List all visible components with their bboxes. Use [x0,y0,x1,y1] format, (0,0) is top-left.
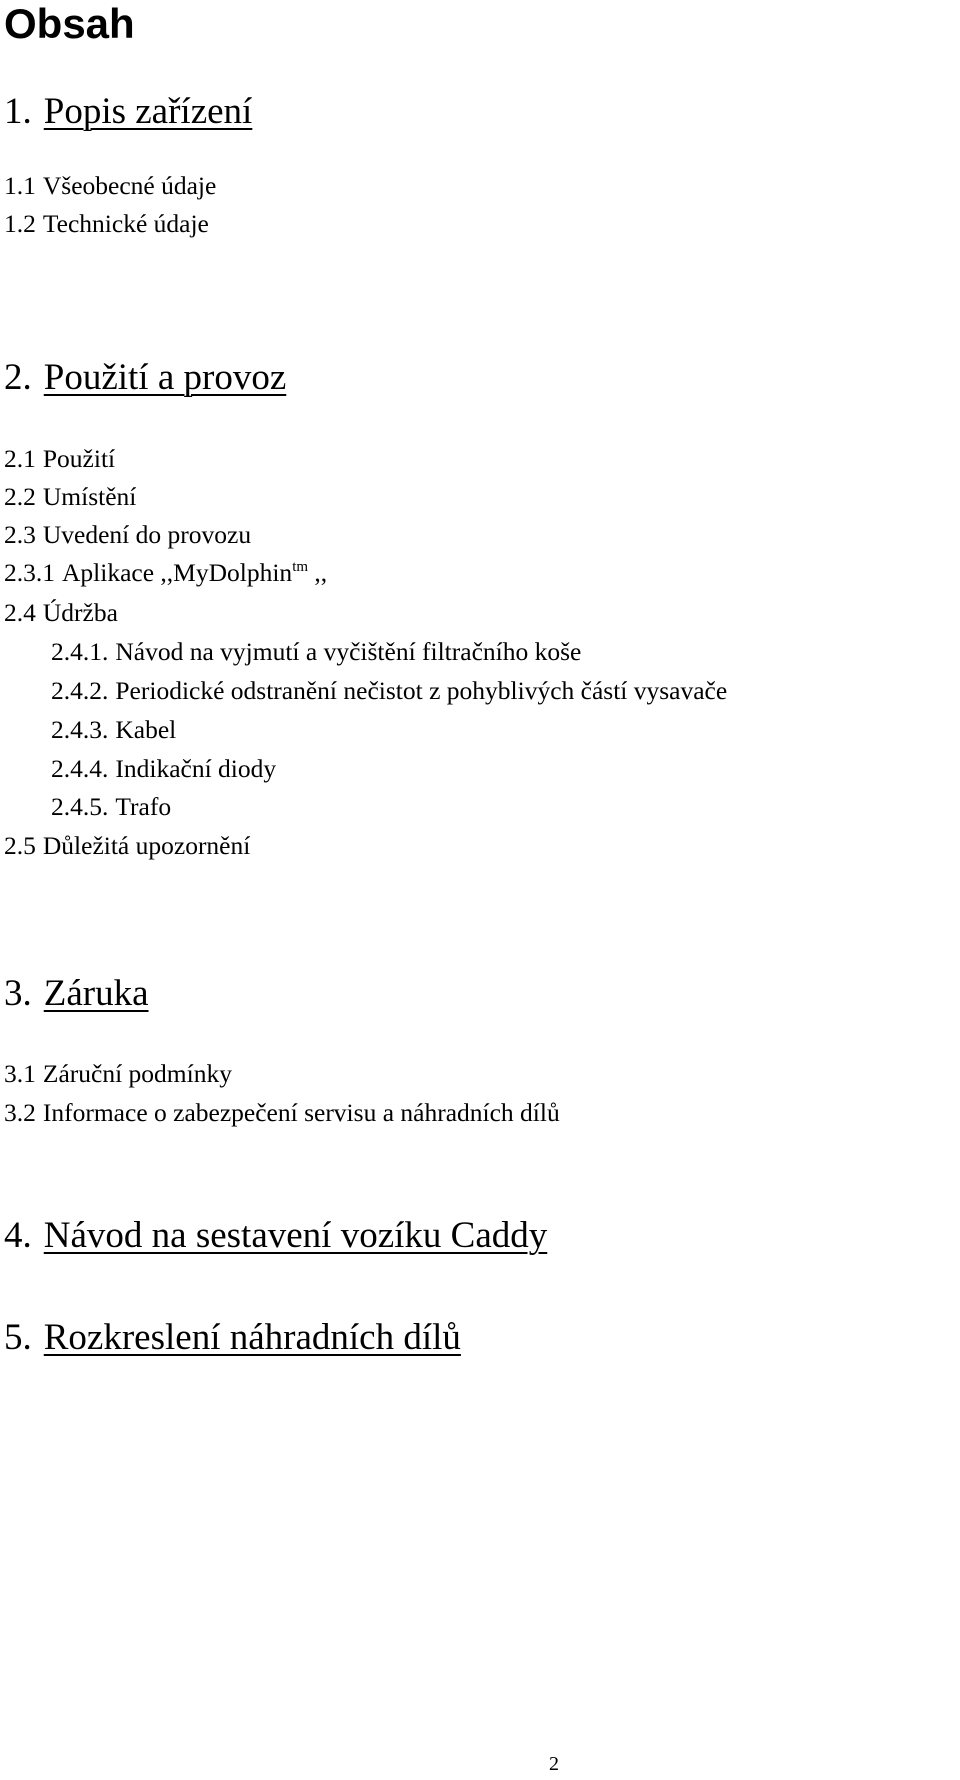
toc-entry-title: Důležitá upozornění [42,831,251,860]
toc-chapter-number: 4. [4,1215,32,1256]
toc-entry-2-4[interactable] [4,597,118,629]
toc-entry-title: Technické údaje [42,209,209,238]
toc-entry-title: Záruční podmínky [42,1059,232,1088]
toc-chapter-title: Rozkreslení náhradních dílů [43,1317,461,1358]
toc-chapter-title: Záruka [43,973,149,1014]
toc-entry-number: 2.4.2. [51,676,109,705]
toc-entry-number: 1.1 [4,171,36,200]
toc-entry-2-4-4[interactable] [51,753,276,785]
toc-entry-2-3[interactable] [4,519,251,551]
toc-chapter-4[interactable] [4,1214,547,1258]
toc-chapter-3[interactable] [4,972,149,1016]
toc-entry-number: 2.2 [4,482,36,511]
toc-entry-number: 2.4.1. [51,637,109,666]
toc-entry-title: Návod na vyjmutí a vyčištění filtračního koše [115,637,582,666]
toc-entry-1-1[interactable] [4,170,216,202]
toc-entry-2-2[interactable] [4,481,136,513]
toc-entry-number: 2.4.4. [51,754,109,783]
toc-entry-3-2[interactable] [4,1097,560,1129]
page-title: Obsah [4,0,135,47]
toc-entry-number: 2.1 [4,444,36,473]
toc-entry-2-4-3[interactable] [51,714,176,746]
toc-entry-2-4-1[interactable] [51,636,581,668]
toc-entry-2-5[interactable] [4,830,250,862]
toc-entry-title: Trafo [115,792,172,821]
toc-entry-title: Informace o zabezpečení servisu a náhradních dílů [42,1098,560,1127]
toc-entry-3-1[interactable] [4,1058,232,1090]
toc-entry-number: 2.5 [4,831,36,860]
toc-entry-title: Indikační diody [115,754,277,783]
toc-entry-title: Uvedení do provozu [42,520,252,549]
toc-entry-title: Údržba [42,598,118,627]
toc-entry-title: Umístění [42,482,137,511]
toc-entry-2-3-1[interactable] [4,557,327,589]
toc-chapter-number: 5. [4,1317,32,1358]
toc-entry-number: 3.2 [4,1098,36,1127]
toc-chapter-title: Návod na sestavení vozíku Caddy [43,1215,548,1256]
toc-entry-title: Aplikace ,,MyDolphin [62,558,293,587]
toc-entry-title: Použití [42,444,116,473]
toc-chapter-number: 2. [4,357,32,398]
toc-chapter-2[interactable] [4,356,286,400]
toc-entry-2-1[interactable] [4,443,115,475]
toc-chapter-1[interactable] [4,90,252,134]
toc-entry-1-2[interactable] [4,208,209,240]
toc-entry-title-suffix: ,, [308,558,328,587]
toc-entry-title: Kabel [115,715,177,744]
toc-entry-number: 1.2 [4,209,36,238]
toc-entry-2-4-5[interactable] [51,791,171,823]
toc-entry-number: 3.1 [4,1059,36,1088]
toc-entry-title: Periodické odstranění nečistot z pohyblivých částí vysavače [115,676,728,705]
page-number: 2 [549,1753,559,1775]
toc-chapter-5[interactable] [4,1316,461,1360]
toc-entry-2-4-2[interactable] [51,675,727,707]
toc-entry-number: 2.4 [4,598,36,627]
toc-entry-number: 2.3 [4,520,36,549]
toc-entry-number: 2.3.1 [4,558,55,587]
toc-chapter-number: 3. [4,973,32,1014]
trademark-superscript: tm [292,559,309,575]
toc-entry-number: 2.4.5. [51,792,109,821]
toc-entry-title: Všeobecné údaje [42,171,217,200]
toc-chapter-number: 1. [4,91,32,132]
toc-chapter-title: Popis zařízení [43,91,253,132]
toc-chapter-title: Použití a provoz [43,357,287,398]
toc-entry-number: 2.4.3. [51,715,109,744]
